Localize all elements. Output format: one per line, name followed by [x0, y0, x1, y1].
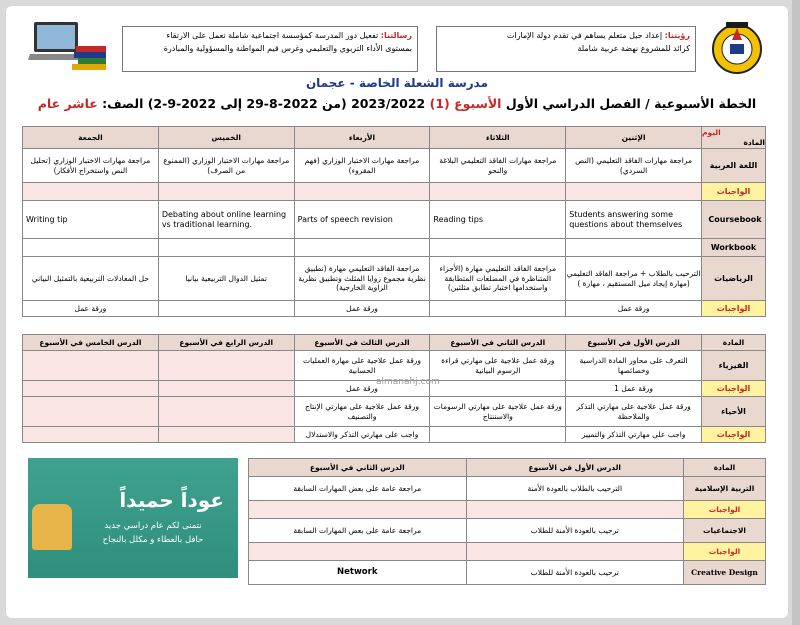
- physics-hw-1: ورقة عمل 1: [566, 381, 702, 397]
- other-subjects-table: [248, 458, 766, 585]
- subject-arabic: اللغة العربية: [702, 149, 766, 183]
- plan-grade: عاشر عام: [37, 96, 98, 111]
- arabic-tuesday: مراجعة مهارات الفاقد التعليمي البلاغة والنحو: [430, 149, 566, 183]
- biology-lesson-3: ورقة عمل علاجية على مهارتي الإنتاج والتصنيف: [294, 397, 430, 427]
- bottom-lesson-1-header: الدرس الأول في الأسبوع: [466, 459, 684, 477]
- subject-social: الاجتماعيات: [684, 519, 766, 543]
- vision-box: [436, 26, 696, 72]
- lesson-1-header: الدرس الأول في الأسبوع: [566, 335, 702, 351]
- homework-label-social: الواجبات: [684, 543, 766, 561]
- document-page: [6, 6, 788, 618]
- math-hw-thursday: [158, 301, 294, 317]
- math-hw-wednesday: ورقة عمل: [294, 301, 430, 317]
- physics-lesson-4: [158, 351, 294, 381]
- social-lesson-2: مراجعة عامة على بعض المهارات السابقة: [249, 519, 467, 543]
- bottom-lesson-2-header: الدرس الثاني في الأسبوع: [249, 459, 467, 477]
- school-logo: [708, 18, 766, 76]
- laptop-books-image: [28, 16, 108, 78]
- plan-title: [6, 96, 788, 111]
- watermark: almanahj.com: [376, 377, 440, 387]
- biology-hw-1: واجب على مهارتي التذكر والتمييز: [566, 427, 702, 443]
- page-header: [6, 6, 788, 90]
- math-hw-tuesday: [430, 301, 566, 317]
- day-monday: الإثنين: [566, 127, 702, 149]
- lesson-5-header: الدرس الخامس في الأسبوع: [23, 335, 159, 351]
- arabic-wednesday: مراجعة مهارات الاختبار الوزاري (فهم المقروء): [294, 149, 430, 183]
- biology-hw-2: [430, 427, 566, 443]
- vision-label: رؤيتنا:: [664, 31, 690, 40]
- biology-lesson-1: ورقة عمل علاجية على مهارتي التذكر والملاحظة: [566, 397, 702, 427]
- coursebook-tuesday: Reading tips: [430, 201, 566, 239]
- math-monday: الترحيب بالطلاب + مراجعة الفاقد التعليمي (مهارة إيجاد ميل المستقيم ، مهارة ): [566, 257, 702, 301]
- plan-title-a: الخطة الأسبوعية / الفصل الدراسي الأول: [505, 96, 757, 111]
- mission-text-1: تفعيل دور المدرسة كمؤسسة اجتماعية شاملة تعمل على الارتقاء: [166, 31, 379, 40]
- subject-creative-design: Creative Design: [684, 561, 766, 585]
- day-wednesday: الأربعاء: [294, 127, 430, 149]
- islamic-lesson-1: الترحيب بالطلاب بالعودة الأمنة: [466, 477, 684, 501]
- homework-label-physics: الواجبات: [702, 381, 766, 397]
- vision-text-2: كرائد للمشروع نهضة عربية شاملة: [577, 43, 690, 53]
- corner-header: [702, 127, 766, 149]
- math-friday: حل المعادلات التربيعية بالتمثيل البياني: [23, 257, 159, 301]
- school-name: مدرسة الشعلة الخاصة - عجمان: [305, 76, 489, 90]
- subject-islamic: التربية الإسلامية: [684, 477, 766, 501]
- day-thursday: الخميس: [158, 127, 294, 149]
- physics-hw-5: [23, 381, 159, 397]
- subject-coursebook: Coursebook: [702, 201, 766, 239]
- school-bag-image: [32, 504, 72, 550]
- creative-lesson-1: ترحيب بالعودة الأمنة للطلاب: [466, 561, 684, 585]
- homework-label-biology: الواجبات: [702, 427, 766, 443]
- biology-lesson-5: [23, 397, 159, 427]
- banner-line-2: حافل بالعطاء و مكلل بالنجاح: [102, 534, 204, 545]
- day-tuesday: الثلاثاء: [430, 127, 566, 149]
- biology-hw-5: [23, 427, 159, 443]
- math-wednesday: مراجعة الفاقد التعليمي مهارة (تطبيق نظرية مجموع زوايا المثلث وتطبيق نظرية الزاوية الخارجية): [294, 257, 430, 301]
- banner-line-1: نتمنى لكم عام دراسي جديد: [104, 521, 202, 531]
- islamic-lesson-2: مراجعة عامة على بعض المهارات السابقة: [249, 477, 467, 501]
- subject-biology: الأحياء: [702, 397, 766, 427]
- physics-lesson-3: ورقة عمل علاجية على مهارة العمليات الحسابية: [294, 351, 430, 381]
- coursebook-monday: Students answering some questions about themselves: [566, 201, 702, 239]
- weekly-plan-table: [22, 126, 766, 317]
- banner-title: عوداً حميداً: [119, 488, 224, 512]
- math-hw-monday: ورقة عمل: [566, 301, 702, 317]
- lesson-2-header: الدرس الثاني في الأسبوع: [430, 335, 566, 351]
- math-hw-friday: ورقة عمل: [23, 301, 159, 317]
- lesson-4-header: الدرس الرابع في الأسبوع: [158, 335, 294, 351]
- physics-lesson-1: التعرف على محاور المادة الدراسية وخصائصها: [566, 351, 702, 381]
- homework-label-math: الواجبات: [702, 301, 766, 317]
- physics-lesson-2: ورقة عمل علاجية على مهارتي قراءة الرسوم البيانية: [430, 351, 566, 381]
- creative-lesson-2: Network: [249, 561, 467, 585]
- physics-hw-4: [158, 381, 294, 397]
- plan-week: الأسبوع (1): [429, 96, 502, 111]
- physics-lesson-5: [23, 351, 159, 381]
- mission-box: [122, 26, 418, 72]
- coursebook-wednesday: Parts of speech revision: [294, 201, 430, 239]
- science-subject-header: المادة: [702, 335, 766, 351]
- banner-text: [78, 520, 228, 547]
- lesson-3-header: الدرس الثالث في الأسبوع: [294, 335, 430, 351]
- science-table: [22, 334, 766, 443]
- physics-hw-2: [430, 381, 566, 397]
- corner-subject: المادة: [743, 137, 765, 147]
- day-friday: الجمعة: [23, 127, 159, 149]
- right-edge-shadow: [792, 0, 800, 625]
- social-lesson-1: ترحيب بالعودة الأمنة للطلاب: [466, 519, 684, 543]
- math-tuesday: مراجعة الفاقد التعليمي مهارة (الأجزاء المتناظرة في المضلعات المتطابقة واستخدامها اختبار تطابق مثلثين): [430, 257, 566, 301]
- math-thursday: تمثيل الدوال التربيعية بيانيا: [158, 257, 294, 301]
- arabic-thursday: مراجعة مهارات الاختبار الوزاري (الممنوع من الصرف): [158, 149, 294, 183]
- subject-math: الرياضيات: [702, 257, 766, 301]
- physics-hw-3: ورقة عمل: [294, 381, 430, 397]
- vision-text-1: إعداد جيل متعلم يساهم في تقدم دولة الإمارات: [506, 31, 663, 40]
- subject-physics: الفيزياء: [702, 351, 766, 381]
- homework-label-arabic: الواجبات: [702, 183, 766, 201]
- welcome-banner: [28, 458, 238, 578]
- coursebook-friday: Writing tip: [23, 201, 159, 239]
- mission-label: رسالتنا:: [380, 31, 412, 40]
- arabic-hw: [566, 183, 702, 201]
- biology-hw-4: [158, 427, 294, 443]
- arabic-friday: مراجعة مهارات الاختبار الوزاري (تحليل النص واستخراج الأفكار): [23, 149, 159, 183]
- corner-day: اليوم: [702, 128, 721, 138]
- homework-label-islamic: الواجبات: [684, 501, 766, 519]
- bottom-subject-header: المادة: [684, 459, 766, 477]
- arabic-monday: مراجعة مهارات الفاقد التعليمي (النص السردي): [566, 149, 702, 183]
- subject-workbook: Workbook: [702, 239, 766, 257]
- biology-hw-3: واجب على مهارتي التذكر والاستدلال: [294, 427, 430, 443]
- mission-text-2: بمستوى الأداء التربوي والتعليمي وغرس قيم المواطنة والمسؤولية والمبادرة: [163, 43, 412, 53]
- plan-dates: 2023/2022 (من 2022-8-29 إلى 2022-9-2) الصف:: [102, 96, 426, 111]
- biology-lesson-4: [158, 397, 294, 427]
- coursebook-thursday: Debating about online learning vs traditional learning.: [158, 201, 294, 239]
- biology-lesson-2: ورقة عمل علاجية على مهارتي الرسومات والاستنتاج: [430, 397, 566, 427]
